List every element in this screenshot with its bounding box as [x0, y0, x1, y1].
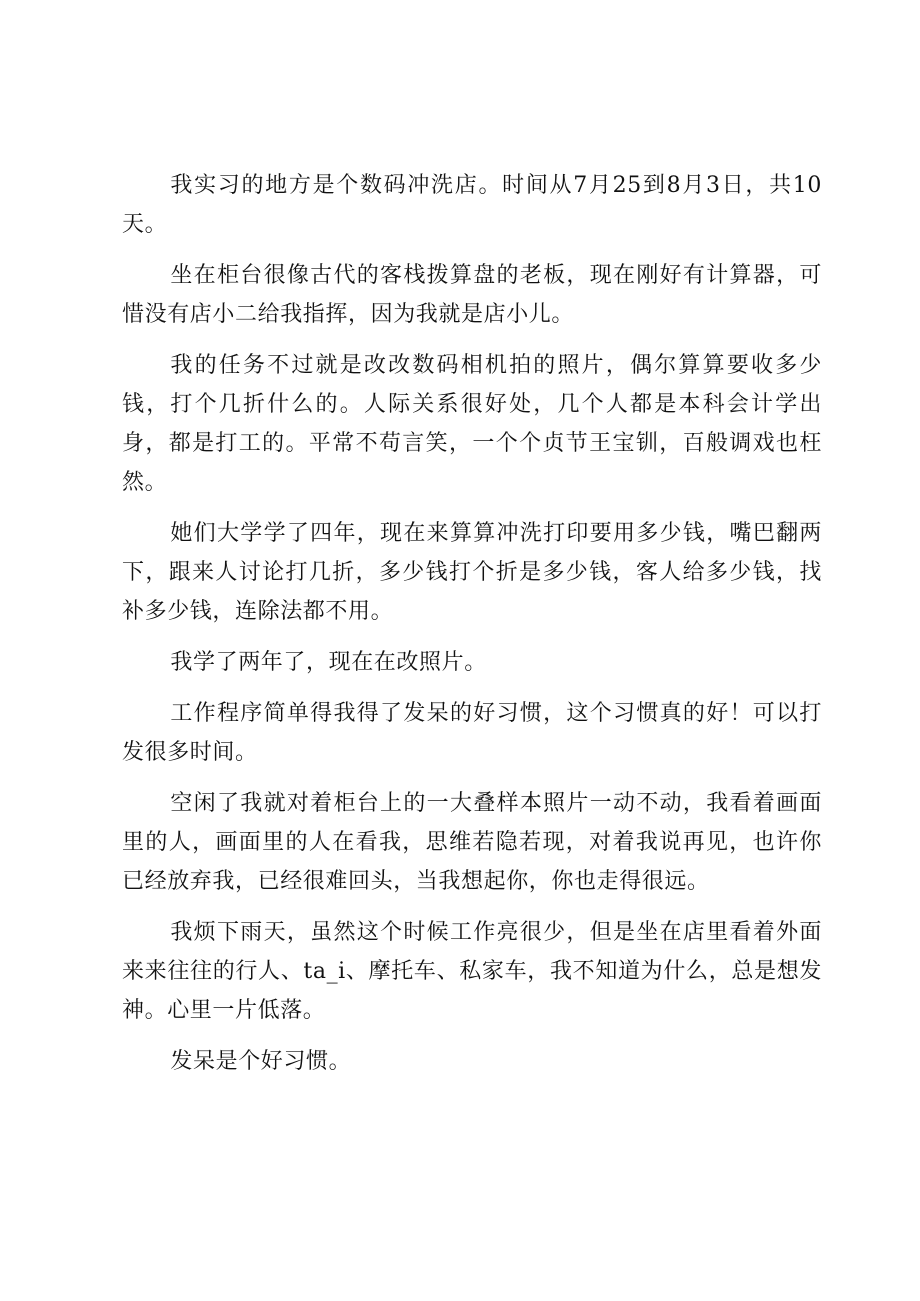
paragraph-rainy-day: 我烦下雨天，虽然这个时候工作亮很少，但是坐在店里看着外面来来往往的行人、ta_i、摩托车、私家车，我不知道为什么，总是想发神。心里一片低落。: [122, 920, 822, 1023]
paragraph-colleagues: 她们大学学了四年，现在来算算冲洗打印要用多少钱，嘴巴翻两下，跟来人讨论打几折，多少钱打个折是多少钱，客人给多少钱，找补多少钱，连除法都不用。: [122, 521, 822, 624]
paragraph-two-years: 我学了两年了，现在在改照片。: [170, 650, 487, 675]
paragraph-counter: 坐在柜台很像古代的客栈拨算盘的老板，现在刚好有计算器，可惜没有店小二给我指挥，因为我就是店小儿。: [122, 263, 822, 327]
paragraph-internship-place: 我实习的地方是个数码冲洗店。时间从7月25到8月3日，共10天。: [122, 173, 822, 237]
paragraph-conclusion: 发呆是个好习惯。: [170, 1049, 352, 1074]
paragraph-habit: 工作程序简单得我得了发呆的好习惯，这个习惯真的好！可以打发很多时间。: [122, 701, 822, 765]
paragraph-daydream: 空闲了我就对着柜台上的一大叠样本照片一动不动，我看着画面里的人，画面里的人在看我，思维若隐若现，对着我说再见，也许你已经放弃我，已经很难回头，当我想起你，你也走得很远。: [122, 791, 822, 894]
document-body: [122, 166, 822, 1093]
paragraph-tasks: 我的任务不过就是改改数码相机拍的照片，偶尔算算要收多少钱，打个几折什么的。人际关系很好处，几个人都是本科会计学出身，都是打工的。平常不苟言笑，一个个贞节王宝钏，百般调戏也枉然。: [122, 353, 822, 495]
